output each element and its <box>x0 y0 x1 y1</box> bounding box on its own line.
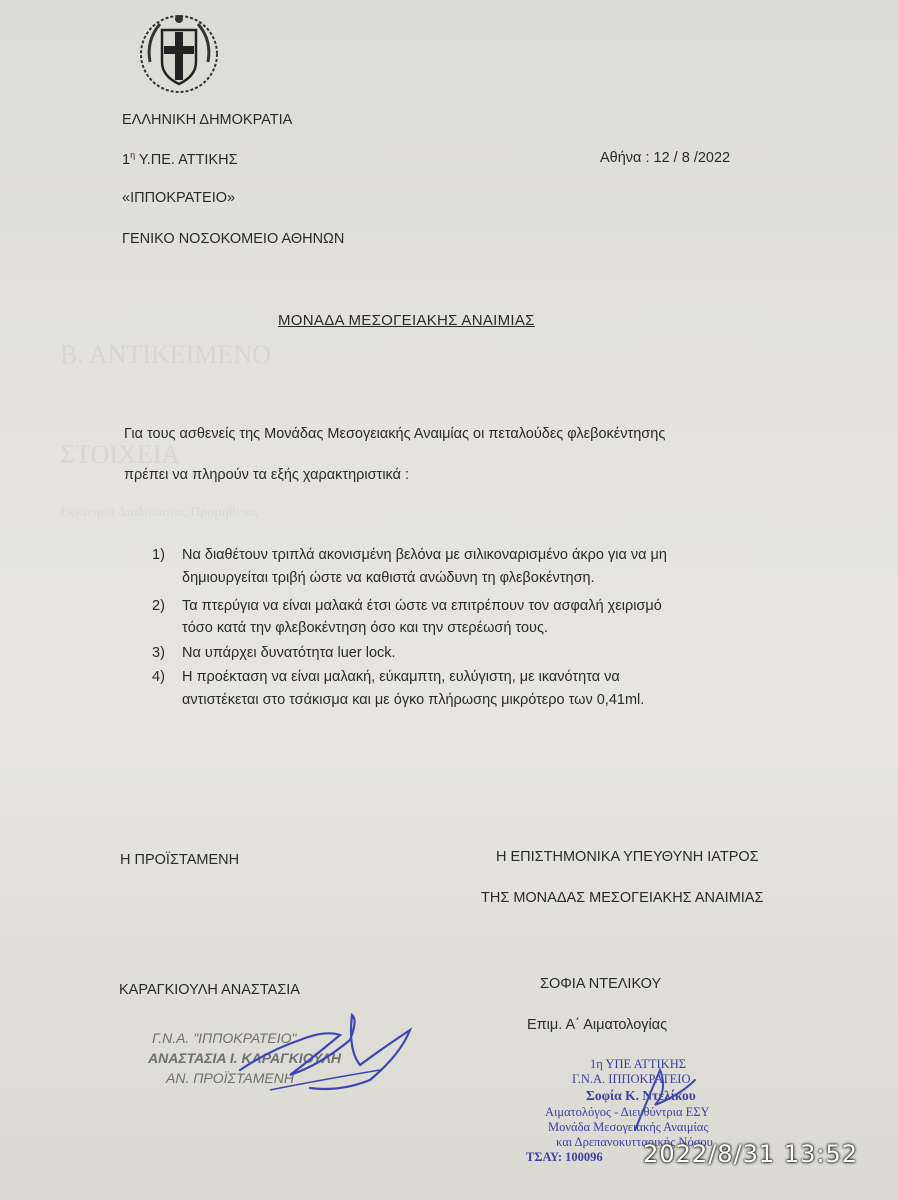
bleed-through-text: ΣΤΟΙΧΕΙΑ <box>60 440 181 469</box>
intro-line-1: Για τους ασθενείς της Μονάδας Μεσογειακής Αναιμίας οι πεταλούδες φλεβοκέντησης <box>124 426 666 442</box>
intro-line-2: πρέπει να πληρούν τα εξής χαρακτηριστικά : <box>124 467 410 483</box>
list-item-text: Τα πτερύγια να είναι μαλακά έτσι ώστε να επιτρέπουν τον ασφαλή χειρισμό <box>182 598 662 614</box>
list-item-number: 3) <box>152 645 165 661</box>
list-item-text: Να υπάρχει δυνατότητα luer lock. <box>182 645 396 661</box>
right-handwritten-signature <box>620 1060 710 1140</box>
coat-of-arms-emblem <box>138 10 220 94</box>
signatory-left-name: ΚΑΡΑΓΚΙΟΥΛΗ ΑΝΑΣΤΑΣΙΑ <box>119 982 300 998</box>
header-hospital-full: ΓΕΝΙΚΟ ΝΟΣΟΚΟΜΕΙΟ ΑΘΗΝΩΝ <box>122 231 345 247</box>
bleed-through-text: Β. ΑΝΤΙΚΕΙΜΕΝΟ <box>60 340 271 369</box>
list-item-text: Να διαθέτουν τριπλά ακονισμένη βελόνα με σιλικοναρισμένο άκρο για να μη <box>182 547 667 563</box>
signatory-right-role-line2: ΤΗΣ ΜΟΝΑΔΑΣ ΜΕΣΟΓΕΙΑΚΗΣ ΑΝΑΙΜΙΑΣ <box>481 890 764 906</box>
signatory-left-role: Η ΠΡΟΪΣΤΑΜΕΝΗ <box>120 852 240 868</box>
document-page: Β. ΑΝΤΙΚΕΙΜΕΝΟ ΣΤΟΙΧΕΙΑ Εκκίνηση Διαδικασίας Προμήθειας ΕΛΛΗΝΙΚΗ ΔΗΜΟΚΡΑΤΙΑ $1^\eta$ Υ.ΠΕ. ΑΤΤΙΚΗΣ Αθήνα : 12 / 8 /2022 «ΙΠΠΟΚΡΑΤΕΙΟ» ΓΕΝΙΚΟ ΝΟΣΟΚΟΜΕΙΟ ΑΘΗΝΩΝ ΜΟΝΑΔΑ ΜΕΣΟΓΕΙΑΚΗΣ ΑΝΑΙΜΙΑΣ Για τους ασθενείς της Μονάδας Μεσογειακής Αναιμίας οι πεταλούδες φλεβοκέντησης πρέπει να πληρούν τα εξής χαρακτηριστικά : 1) Να διαθέτουν τριπλά ακονισμένη βελόνα με σιλικοναρισμένο άκρο για να μη δημιουργείται τριβή ώστε να καθιστά ανώδυνη τη φλεβοκέντηση. 2) Τα πτερύγια να είναι μαλακά έτσι ώστε να επιτρέπουν τον ασφαλή χειρισμό τόσο κατά την φλεβοκέντηση όσο και την στερέωσή τους. 3) Να υπάρχει δυνατότητα luer lock. 4) Η προέκταση να είναι μαλακή, εύκαμπτη, ευλύγιστη, με ικανότητα να αντιστέκεται στο τσάκισμα και με όγκο πλήρωσης μικρότερο των 0,41ml. Η ΠΡΟΪΣΤΑΜΕΝΗ Η ΕΠΙΣΤΗΜΟΝΙΚΑ ΥΠΕΥΘΥΝΗ ΙΑΤΡΟΣ ΤΗΣ ΜΟΝΑΔΑΣ ΜΕΣΟΓΕΙΑΚΗΣ ΑΝΑΙΜΙΑΣ ΚΑΡΑΓΚΙΟΥΛΗ ΑΝΑΣΤΑΣΙΑ ΣΟΦΙΑ ΝΤΕΛΙΚΟΥ Επιμ. Α΄ Αιματολογίας Γ.Ν.Α. "ΙΠΠΟΚΡΑΤΕΙΟ" ΑΝΑΣΤΑΣΙΑ Ι. ΚΑΡΑΓΚΙΟΥΛΗ ΑΝ. ΠΡΟΪΣΤΑΜΕΝΗ 1η ΥΠΕ ΑΤΤΙΚΗΣ Γ.Ν.Α. ΙΠΠΟΚΡΑΤΕΙΟ Σοφία Κ. Ντελίκου Αιματολόγος - Διευθύντρια ΕΣΥ Μονάδα Μεσογειακής Αναιμίας και Δρεπανοκυτταρικής Νόσου ΤΣΑΥ: 100096 <box>0 0 898 1200</box>
signatory-right-name: ΣΟΦΙΑ ΝΤΕΛΙΚΟΥ <box>540 976 662 992</box>
list-item-number: 1) <box>152 547 165 563</box>
header-republic: ΕΛΛΗΝΙΚΗ ΔΗΜΟΚΡΑΤΙΑ <box>122 112 293 128</box>
document-date: Αθήνα : 12 / 8 /2022 <box>600 150 731 166</box>
list-item-number: 4) <box>152 669 165 685</box>
left-handwritten-signature <box>230 1010 430 1100</box>
list-item-text: Η προέκταση να είναι μαλακή, εύκαμπτη, ευλύγιστη, με ικανότητα να <box>182 669 620 685</box>
list-item-text: τόσο κατά την φλεβοκέντηση όσο και την στερέωσή τους. <box>182 620 548 636</box>
list-item-number: 2) <box>152 598 165 614</box>
list-item-text: αντιστέκεται στο τσάκισμα και με όγκο πλήρωσης μικρότερο των 0,41ml. <box>182 692 645 708</box>
signatory-right-role-line1: Η ΕΠΙΣΤΗΜΟΝΙΚΑ ΥΠΕΥΘΥΝΗ ΙΑΤΡΟΣ <box>496 849 759 865</box>
header-hospital-short: «ΙΠΠΟΚΡΑΤΕΙΟ» <box>122 190 236 206</box>
unit-title: ΜΟΝΑΔΑ ΜΕΣΟΓΕΙΑΚΗΣ ΑΝΑΙΜΙΑΣ <box>278 312 535 329</box>
signatory-right-title: Επιμ. Α΄ Αιματολογίας <box>527 1017 668 1033</box>
photo-timestamp: 2022/8/31 13:52 <box>643 1140 858 1168</box>
list-item-text: δημιουργείται τριβή ώστε να καθιστά ανώδυνη τη φλεβοκέντηση. <box>182 570 595 586</box>
bleed-through-text: Εκκίνηση Διαδικασίας Προμήθειας <box>60 505 259 520</box>
header-health-region: $1^\eta$ Υ.ΠΕ. ΑΤΤΙΚΗΣ <box>122 150 238 168</box>
